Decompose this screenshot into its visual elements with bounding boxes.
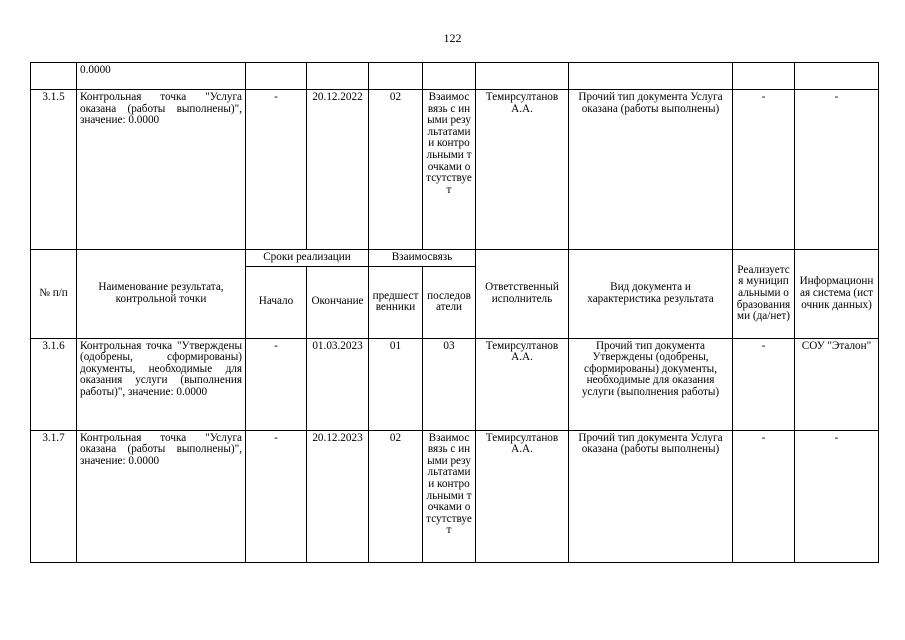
header-predecessors: предшественники [369, 266, 423, 338]
cell-municipal: - [733, 338, 795, 430]
cell-end: 20.12.2022 [307, 90, 369, 250]
cell-responsible: Темирсултанов А.А. [476, 90, 569, 250]
cell-num: 3.1.5 [31, 90, 77, 250]
cell-successors: Взаимосвязь с иными результатами и контрольными точками отсутствует [423, 90, 476, 250]
table-header-row [31, 250, 879, 267]
header-terms-group: Сроки реализации [246, 250, 369, 267]
cell-name: Контрольная точка "Услуга оказана (работы выполнены)", значение: 0.0000 [77, 90, 246, 250]
table-row [31, 90, 879, 250]
header-relation-group: Взаимосвязь [369, 250, 476, 267]
page-number: 122 [443, 31, 462, 45]
cell-num: 3.1.6 [31, 338, 77, 430]
cell-num: 3.1.7 [31, 430, 77, 562]
header-municipal: Реализуется муниципальными образованиями (да/нет) [733, 250, 795, 339]
cell-successors: 03 [423, 338, 476, 430]
header-num: № п/п [31, 250, 77, 339]
table-row [31, 430, 879, 562]
cell-municipal: - [733, 90, 795, 250]
header-name: Наименование результата, контрольной точки [77, 250, 246, 339]
cell-successors: Взаимосвязь с иными результатами и контрольными точками отсутствует [423, 430, 476, 562]
cell-info-system: - [795, 430, 879, 562]
cell-name: 0.0000 [77, 63, 246, 90]
cell-num [31, 63, 77, 90]
results-table [30, 62, 879, 563]
header-info-system: Информационная система (источник данных) [795, 250, 879, 339]
cell-predecessors: 02 [369, 430, 423, 562]
cell-responsible: Темирсултанов А.А. [476, 338, 569, 430]
cell-responsible: Темирсултанов А.А. [476, 430, 569, 562]
cell-doc-type: Прочий тип документа Утверждены (одобрены, сформированы) документы, необходимые для оказания услуги (выполнения работы) [569, 338, 733, 430]
cell-start: - [246, 90, 307, 250]
cell-info-system: - [795, 90, 879, 250]
cell-start: - [246, 338, 307, 430]
cell-info-system: СОУ "Эталон" [795, 338, 879, 430]
cell-municipal: - [733, 430, 795, 562]
cell-predecessors: 01 [369, 338, 423, 430]
header-start: Начало [246, 266, 307, 338]
table-row [31, 338, 879, 430]
cell-doc-type: Прочий тип документа Услуга оказана (работы выполнены) [569, 90, 733, 250]
header-successors: последователи [423, 266, 476, 338]
cell-name: Контрольная точка "Утверждены (одобрены, сформированы) документы, необходимые для оказания услуги (выполнения работы)", значение: 0.0000 [77, 338, 246, 430]
header-responsible: Ответственный исполнитель [476, 250, 569, 339]
cell-end: 01.03.2023 [307, 338, 369, 430]
cell-predecessors: 02 [369, 90, 423, 250]
cell-doc-type: Прочий тип документа Услуга оказана (работы выполнены) [569, 430, 733, 562]
header-doc-type: Вид документа и характеристика результата [569, 250, 733, 339]
cell-name: Контрольная точка "Услуга оказана (работы выполнены)", значение: 0.0000 [77, 430, 246, 562]
header-end: Окончание [307, 266, 369, 338]
table-row-fragment [31, 63, 879, 90]
cell-start: - [246, 430, 307, 562]
cell-end: 20.12.2023 [307, 430, 369, 562]
